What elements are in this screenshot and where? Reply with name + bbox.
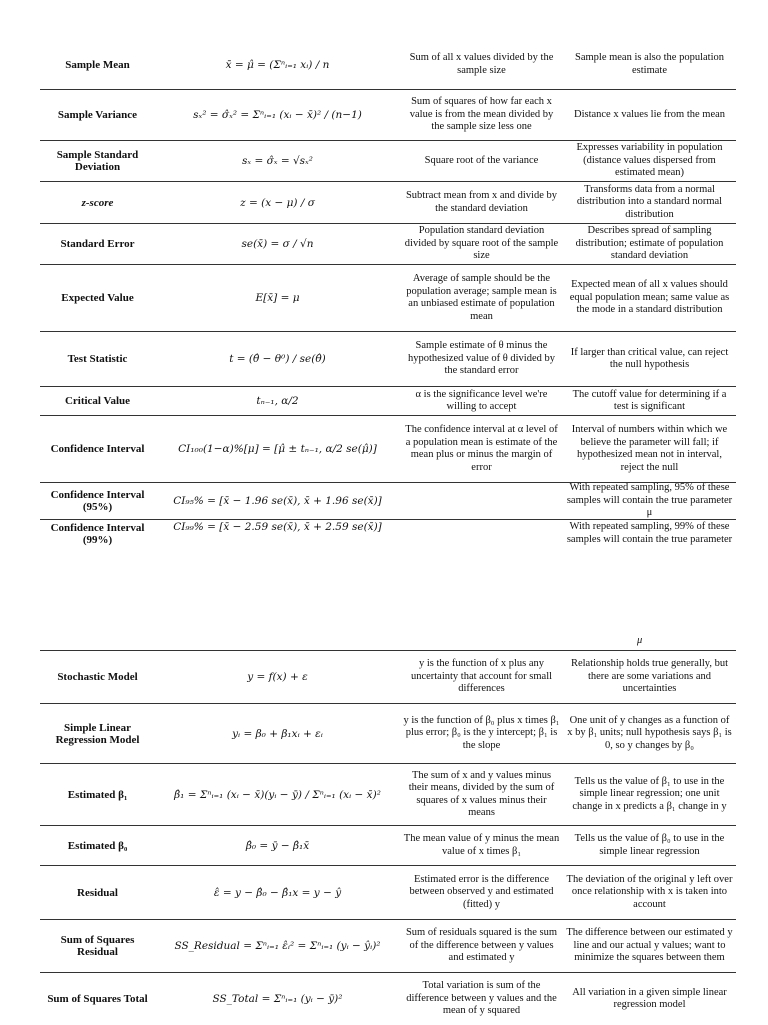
description-cell: y is the function of x plus any uncertainty that account for small differences	[410, 658, 553, 695]
table-row	[40, 651, 736, 704]
formula-cell: CI₁₀₀(1−α)%[μ] = [μ̂ ± tₙ₋₁, α/2 se(μ̂)]	[178, 443, 377, 455]
formula-cell: ε̂ = y − β̂₀ − β̂₁x = y − ŷ	[213, 886, 342, 899]
table-row	[40, 973, 736, 1025]
term-cell: Stochastic Model	[57, 671, 138, 683]
table-row	[40, 920, 736, 973]
term-cell: Sample Standard Deviation	[56, 149, 139, 173]
continued-mu-symbol: μ	[637, 635, 643, 646]
table-row	[40, 416, 736, 483]
interpretation-cell: Distance x values lie from the mean	[573, 108, 726, 120]
formula-cell: sₓ² = σ̂ₓ² = Σⁿᵢ₌₁ (xᵢ − x̄)² / (n−1)	[193, 109, 362, 121]
formula-cell: β̂₁ = Σⁿᵢ₌₁ (xᵢ − x̄)(yᵢ − ȳ) / Σⁿᵢ₌₁ (xᵢ − x̄)²	[174, 788, 381, 801]
table-row	[40, 332, 736, 387]
formula-cell: yᵢ = β₀ + β₁xᵢ + εᵢ	[232, 727, 323, 740]
formula-cell: E[x̄] = μ	[255, 292, 300, 304]
interpretation-cell: With repeated sampling, 99% of these samples will contain the true parameter	[566, 521, 733, 545]
interpretation-cell: Relationship holds true generally, but there are some variations and uncertainties	[570, 658, 729, 695]
term-cell: Estimated β₀	[67, 839, 128, 852]
description-cell: Population standard deviation divided by square root of the sample size	[404, 225, 559, 262]
description-cell: Total variation is sum of the difference between y values and the mean of y squared	[406, 980, 557, 1017]
description-cell	[400, 520, 563, 548]
description-cell: The mean value of y minus the mean value of x times β₁	[403, 833, 560, 857]
interpretation-cell: All variation in a given simple linear regression model	[572, 986, 727, 1010]
table-row	[40, 764, 736, 826]
description-cell: Sum of all x values divided by the sample size	[409, 52, 554, 76]
interpretation-cell: The cutoff value for determining if a test is significant	[572, 388, 727, 412]
table-row	[40, 182, 736, 224]
interpretation-cell: Tells us the value of β₁ to use in the simple linear regression; one unit change in x predicts a β₁ change in y	[572, 775, 727, 812]
term-cell: Standard Error	[60, 238, 135, 250]
formula-cell: β̂₀ = ȳ − β̂₁x̄	[245, 839, 310, 852]
term-cell: Residual	[77, 886, 118, 899]
formula-cell: SS_Total = Σⁿᵢ₌₁ (yᵢ − ȳ)²	[212, 993, 343, 1005]
formula-cell: CI₉₉% = [x̄ − 2.59 se(x̄), x̄ + 2.59 se(x̄)]	[173, 521, 382, 533]
table-row	[40, 826, 736, 866]
interpretation-cell: Interval of numbers within which we believe the parameter will fall; if hypothesized mean not in interval, reject the null	[571, 424, 728, 473]
formula-cell: CI₉₅% = [x̄ − 1.96 se(x̄), x̄ + 1.96 se(x̄)]	[173, 495, 382, 507]
term-cell: Expected Value	[61, 292, 134, 304]
description-cell: α is the significance level we're willing to accept	[415, 388, 548, 412]
term-cell: Simple Linear Regression Model	[55, 721, 140, 746]
description-cell: The confidence interval at α level of a population mean is estimate of the mean plus or minus the margin of error	[405, 424, 558, 473]
formula-cell: z = (x − μ) / σ	[240, 196, 315, 209]
table-row	[40, 866, 736, 920]
interpretation-cell: Expected mean of all x values should equal population mean; same value as the mode in a standard distribution	[569, 279, 730, 316]
description-cell: Average of sample should be the population average; sample mean is an unbiased estimate of population mean	[406, 273, 557, 322]
description-cell: Estimated error is the difference between observed y and estimated (fitted) y	[409, 873, 554, 910]
formula-cell: sₓ = σ̂ₓ = √sₓ²	[242, 155, 313, 167]
interpretation-cell: If larger than critical value, can reject the null hypothesis	[570, 346, 729, 370]
term-cell: Confidence Interval	[50, 443, 145, 455]
term-cell: Sum of Squares Total	[47, 993, 148, 1005]
table-row	[40, 40, 736, 90]
description-cell: y is the function of β₀ plus x times β₁ plus error; β₀ is the y intercept; β₁ is the slope	[403, 714, 560, 751]
description-cell: Subtract mean from x and divide by the standard deviation	[405, 190, 558, 214]
description-cell: The sum of x and y values minus their means, divided by the sum of squares of x values minus their means	[408, 769, 555, 818]
interpretation-cell: With repeated sampling, 95% of these samples will contain the true parameter μ	[566, 483, 733, 519]
interpretation-cell: Transforms data from a normal distribution into a standard normal distribution	[576, 183, 723, 220]
term-cell: Confidence Interval (99%)	[50, 522, 145, 546]
regression-formula-table	[40, 650, 736, 1025]
formula-cell: y = f(x) + ε	[247, 671, 308, 683]
formula-cell: tₙ₋₁, α/2	[256, 395, 299, 407]
formula-cell: SS_Residual = Σⁿᵢ₌₁ ε̂ᵢ² = Σⁿᵢ₌₁ (yᵢ − ŷᵢ)²	[174, 940, 381, 952]
term-cell: Sample Variance	[57, 109, 138, 121]
term-cell: Critical Value	[64, 395, 131, 407]
term-cell: Test Statistic	[67, 353, 128, 365]
description-cell: Sum of squares of how far each x value is from the mean divided by the sample size less one	[409, 96, 554, 133]
interpretation-cell: Tells us the value of β₀ to use in the simple linear regression	[574, 833, 725, 857]
formula-cell: se(x̄) = σ / √n	[241, 238, 314, 250]
table-row	[40, 520, 736, 548]
interpretation-cell: One unit of y changes as a function of x by β₁ units; null hypothesis says β₁ is 0, so y changes by β₀	[567, 714, 732, 751]
term-cell: Estimated β₁	[67, 788, 128, 801]
formula-cell: t = (θ̂ − θ⁰) / se(θ̂)	[229, 353, 326, 365]
interpretation-cell: The deviation of the original y left over once relationship with x is taken into account	[566, 873, 733, 910]
statistics-formula-table	[40, 40, 736, 548]
term-cell: Sum of Squares Residual	[60, 934, 135, 958]
interpretation-cell: Expresses variability in population (distance values dispersed from estimated mean)	[576, 142, 723, 179]
table-row	[40, 387, 736, 416]
term-cell: z-score	[81, 196, 114, 209]
table-row	[40, 141, 736, 182]
table-row	[40, 265, 736, 332]
term-cell: Confidence Interval (95%)	[50, 489, 145, 513]
description-cell: Square root of the variance	[424, 154, 539, 166]
table-row	[40, 483, 736, 520]
table-row	[40, 704, 736, 764]
description-cell	[400, 483, 563, 519]
page-break-continuation	[40, 636, 736, 648]
description-cell: Sum of residuals squared is the sum of the difference between y values and estimated y	[405, 927, 558, 964]
interpretation-cell: The difference between our estimated y line and our actual y values; want to minimize the squares between them	[566, 927, 733, 964]
interpretation-cell: Describes spread of sampling distribution; estimate of population standard deviation	[575, 225, 724, 262]
table-row	[40, 224, 736, 265]
interpretation-cell: Sample mean is also the population estimate	[574, 52, 724, 76]
formula-cell: x̄ = μ̂ = (Σⁿᵢ₌₁ xᵢ) / n	[225, 58, 330, 71]
table-row	[40, 90, 736, 141]
term-cell: Sample Mean	[65, 58, 130, 71]
description-cell: Sample estimate of θ minus the hypothesized value of θ divided by the standard error	[407, 340, 556, 377]
